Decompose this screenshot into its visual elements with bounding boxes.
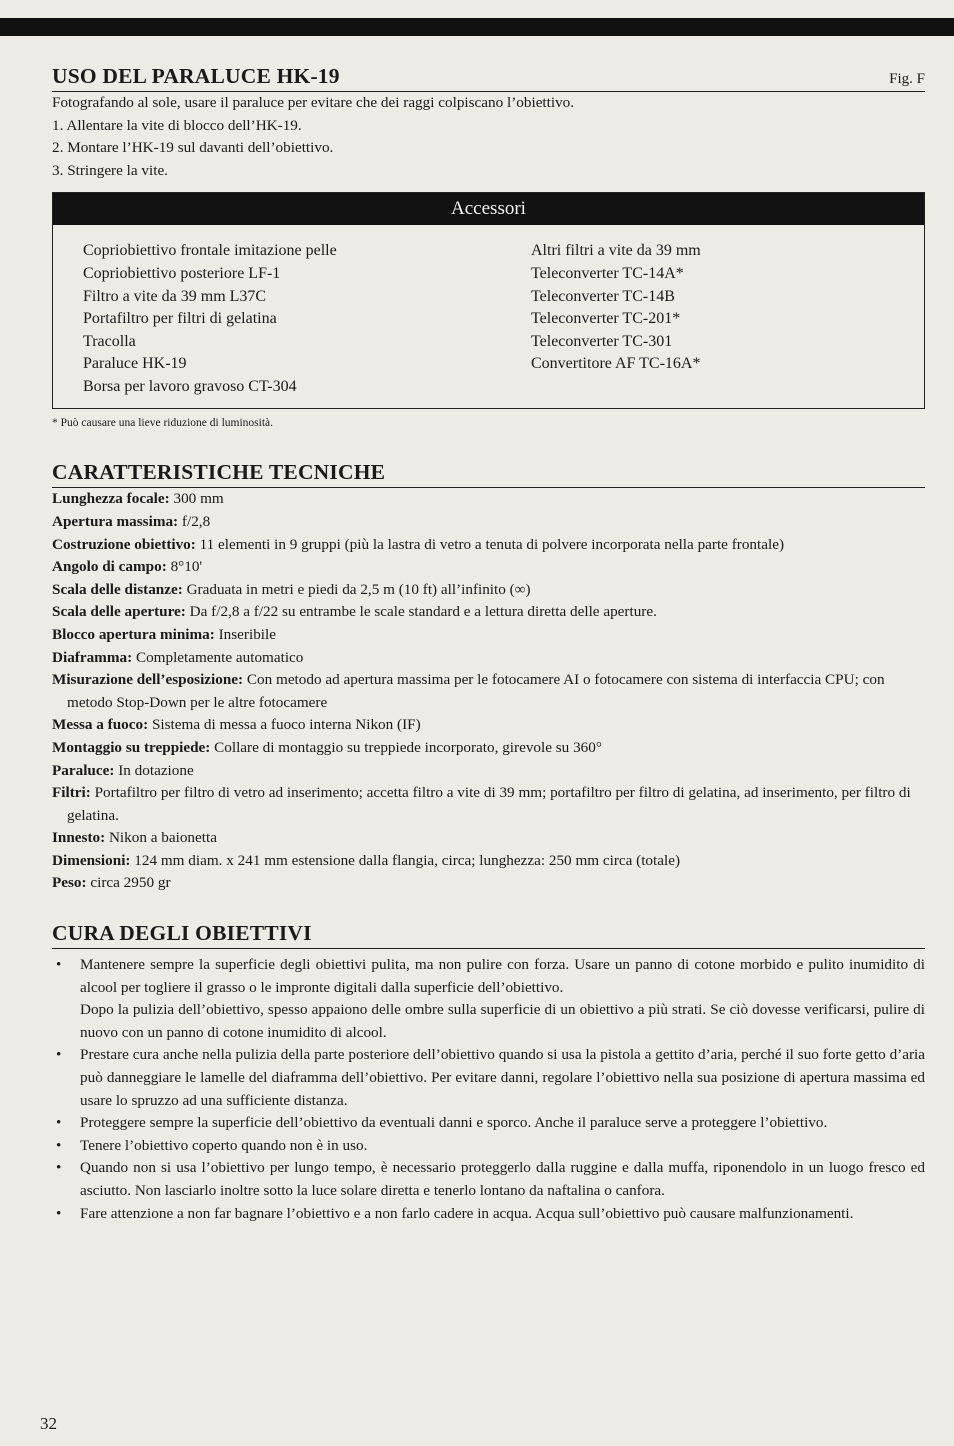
accessories-box bbox=[52, 192, 925, 409]
spec-label: Scala delle aperture: bbox=[52, 603, 186, 621]
accessory-item: Borsa per lavoro gravoso CT-304 bbox=[83, 377, 297, 395]
care-section bbox=[52, 919, 925, 1225]
spec-label: Paraluce: bbox=[52, 761, 115, 779]
accessory-item: Teleconverter TC-14A* bbox=[531, 264, 684, 282]
accessories-footnote: * Può causare una lieve riduzione di luminosità. bbox=[52, 417, 273, 430]
spec-row bbox=[52, 579, 925, 602]
hk19-header bbox=[52, 62, 925, 92]
specs-header bbox=[52, 458, 925, 488]
spec-value: In dotazione bbox=[114, 761, 194, 779]
spec-label: Diaframma: bbox=[52, 648, 133, 666]
spec-row bbox=[52, 647, 925, 670]
bullet-marker: • bbox=[56, 1159, 62, 1177]
bullet-marker: • bbox=[56, 1114, 62, 1132]
care-item bbox=[52, 1044, 925, 1112]
spec-value: f/2,8 bbox=[178, 512, 211, 530]
spec-row bbox=[52, 511, 925, 534]
spec-label: Blocco apertura minima: bbox=[52, 625, 215, 643]
spec-row bbox=[52, 827, 925, 850]
spec-label: Scala delle distanze: bbox=[52, 580, 183, 598]
spec-row bbox=[52, 624, 925, 647]
care-text: Tenere l’obiettivo coperto quando non è in uso. bbox=[80, 1136, 368, 1154]
care-item bbox=[52, 1157, 925, 1202]
spec-value: Sistema di messa a fuoco interna Nikon (IF) bbox=[148, 716, 421, 734]
care-item bbox=[52, 1112, 925, 1135]
accessories-title: Accessori bbox=[53, 193, 924, 225]
hk19-steps bbox=[52, 115, 925, 183]
hk19-section bbox=[52, 62, 925, 182]
accessory-item: Copriobiettivo frontale imitazione pelle bbox=[83, 242, 337, 260]
spec-row bbox=[52, 601, 925, 624]
step-item: 2. Montare l’HK-19 sul davanti dell’obiettivo. bbox=[52, 139, 334, 157]
spec-row bbox=[52, 850, 925, 873]
spec-row bbox=[52, 534, 925, 557]
hk19-intro: Fotografando al sole, usare il paraluce per evitare che dei raggi colpiscano l’obiettivo. bbox=[52, 94, 575, 111]
accessory-item: Teleconverter TC-14B bbox=[531, 287, 675, 305]
care-item bbox=[52, 954, 925, 1044]
spec-label: Innesto: bbox=[52, 829, 106, 847]
spec-value: circa 2950 gr bbox=[86, 874, 171, 892]
spec-value: Graduata in metri e piedi da 2,5 m (10 ft) all’infinito (∞) bbox=[182, 580, 531, 598]
spec-label: Montaggio su treppiede: bbox=[52, 738, 211, 756]
specs-title: CARATTERISTICHE TECNICHE bbox=[52, 460, 386, 485]
spec-label: Costruzione obiettivo: bbox=[52, 535, 196, 553]
figure-reference: Fig. F bbox=[889, 71, 925, 87]
spec-row bbox=[52, 760, 925, 783]
spec-row bbox=[52, 714, 925, 737]
accessories-right-list bbox=[531, 240, 701, 398]
spec-value: Portafiltro per filtro di vetro ad inserimento; accetta filtro a vite di 39 mm; portafiltro per filtro di gelatina, ad inserimento, per filtro di gelatina. bbox=[67, 784, 911, 824]
care-text-extra: Dopo la pulizia dell’obiettivo, spesso appaiono delle ombre sulla superficie di un obiettivo a più strati. Se ciò dovesse verificarsi, pulire di nuovo con un panno di cotone inumidito di alcool. bbox=[80, 1001, 925, 1041]
spec-label: Misurazione dell’esposizione: bbox=[52, 671, 244, 689]
accessories-left-list bbox=[83, 240, 531, 398]
care-item bbox=[52, 1203, 925, 1226]
top-border-bar bbox=[0, 18, 954, 36]
accessory-item: Teleconverter TC-301 bbox=[531, 332, 673, 350]
spec-label: Apertura massima: bbox=[52, 512, 179, 530]
bullet-marker: • bbox=[56, 1136, 62, 1154]
spec-row bbox=[52, 782, 925, 827]
spec-value: 11 elementi in 9 gruppi (più la lastra di vetro a tenuta di polvere incorporata nella parte frontale) bbox=[195, 535, 784, 553]
spec-row bbox=[52, 737, 925, 760]
spec-value: 8°10' bbox=[166, 558, 203, 576]
accessory-item: Convertitore AF TC-16A* bbox=[531, 355, 701, 373]
care-header bbox=[52, 919, 925, 949]
bullet-marker: • bbox=[56, 1204, 62, 1222]
accessory-item: Portafiltro per filtri di gelatina bbox=[83, 310, 277, 328]
spec-label: Filtri: bbox=[52, 784, 91, 802]
spec-row bbox=[52, 556, 925, 579]
accessory-item: Paraluce HK-19 bbox=[83, 355, 187, 373]
care-text: Mantenere sempre la superficie degli obiettivi pulita, ma non pulire con forza. Usare un panno di cotone morbido e pulito inumidito di alcool per togliere il grasso o le impronte digitali dalla superficie dell’obiettivo. bbox=[80, 956, 925, 996]
spec-value: 300 mm bbox=[169, 490, 224, 508]
care-item bbox=[52, 1135, 925, 1158]
spec-value: Collare di montaggio su treppiede incorporato, girevole su 360° bbox=[210, 738, 602, 756]
accessory-item: Tracolla bbox=[83, 332, 136, 350]
spec-value: 124 mm diam. x 241 mm estensione dalla flangia, circa; lunghezza: 250 mm circa (totale) bbox=[130, 851, 681, 869]
specs-section bbox=[52, 458, 925, 895]
spec-row bbox=[52, 669, 925, 714]
spec-label: Angolo di campo: bbox=[52, 558, 167, 576]
spec-label: Messa a fuoco: bbox=[52, 716, 149, 734]
spec-value: Completamente automatico bbox=[132, 648, 304, 666]
accessory-item: Filtro a vite da 39 mm L37C bbox=[83, 287, 267, 305]
spec-row bbox=[52, 488, 925, 511]
spec-row bbox=[52, 872, 925, 895]
spec-value: Con metodo ad apertura massima per le fotocamere AI o fotocamere con sistema di interfaccia CPU; con metodo Stop-Down per le altre fotocamere bbox=[67, 671, 885, 711]
manual-page bbox=[52, 62, 925, 1225]
care-title: CURA DEGLI OBIETTIVI bbox=[52, 921, 312, 946]
care-text: Prestare cura anche nella pulizia della parte posteriore dell’obiettivo quando si usa la pistola a gettito d’aria, perché il suo forte getto d’aria può danneggiare le lamelle del diaframma dell’obiettivo. Per evitare danni, regolare l’obiettivo nella sua posizione di apertura massima ed usare lo spruzzo ad una sufficiente distanza. bbox=[80, 1046, 925, 1109]
spec-label: Lunghezza focale: bbox=[52, 490, 170, 508]
care-text: Fare attenzione a non far bagnare l’obiettivo e a non farlo cadere in acqua. Acqua sull’obiettivo può causare malfunzionamenti. bbox=[80, 1204, 854, 1222]
care-text: Quando non si usa l’obiettivo per lungo tempo, è necessario proteggerlo dalla ruggine e dalla muffa, riponendolo in un luogo fresco ed asciutto. Non lasciarlo inoltre sotto la luce solare diretta e tenerlo lontano da naftalina o canfora. bbox=[80, 1159, 925, 1199]
page-number: 32 bbox=[40, 1414, 57, 1433]
spec-value: Da f/2,8 a f/22 su entrambe le scale standard e a lettura diretta delle aperture. bbox=[185, 603, 657, 621]
specs-list bbox=[52, 488, 925, 895]
step-item: 1. Allentare la vite di blocco dell’HK-19. bbox=[52, 116, 302, 134]
accessory-item: Copriobiettivo posteriore LF-1 bbox=[83, 264, 281, 282]
care-list bbox=[52, 954, 925, 1225]
bullet-marker: • bbox=[56, 1046, 62, 1064]
accessory-item: Teleconverter TC-201* bbox=[531, 310, 681, 328]
spec-value: Nikon a baionetta bbox=[105, 829, 217, 847]
step-item: 3. Stringere la vite. bbox=[52, 161, 168, 179]
care-text: Proteggere sempre la superficie dell’obiettivo da eventuali danni e sporco. Anche il paraluce serve a proteggere l’obiettivo. bbox=[80, 1114, 828, 1132]
bullet-marker: • bbox=[56, 956, 62, 974]
accessory-item: Altri filtri a vite da 39 mm bbox=[531, 242, 701, 260]
hk19-title: USO DEL PARALUCE HK-19 bbox=[52, 64, 340, 88]
accessories-columns bbox=[53, 225, 924, 398]
spec-label: Dimensioni: bbox=[52, 851, 131, 869]
spec-label: Peso: bbox=[52, 874, 87, 892]
spec-value: Inseribile bbox=[214, 625, 276, 643]
